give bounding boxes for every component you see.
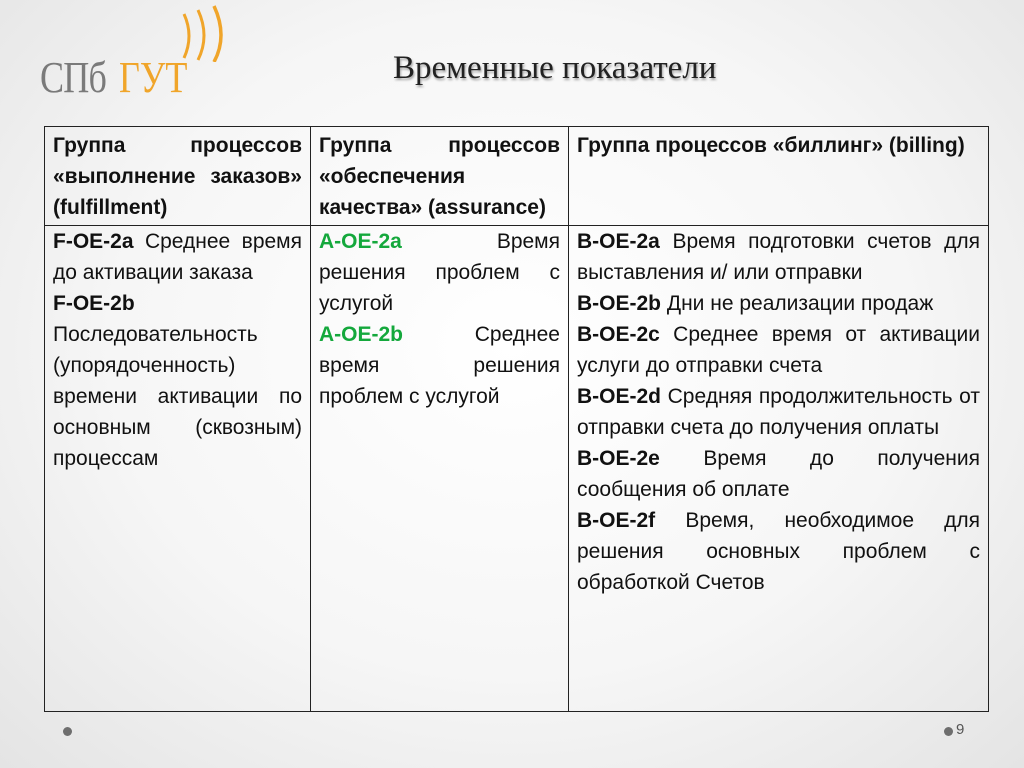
metric-text: Время подготовки счетов для выставления и/ или отправки xyxy=(577,230,980,284)
metric-entry xyxy=(577,381,980,443)
logo-gut-text: ГУТ xyxy=(118,53,187,102)
metric-entry xyxy=(577,443,980,505)
metric-code: B-OE-2d xyxy=(577,385,661,408)
left-dot-ornament xyxy=(63,727,72,736)
billing-cell xyxy=(569,226,989,712)
metric-entry xyxy=(319,226,560,319)
metric-entry xyxy=(319,319,560,412)
metric-code: B-OE-2c xyxy=(577,323,660,346)
metric-text: Последовательность (упорядоченность) времени активации по основным (сквозным) процессам xyxy=(53,323,302,470)
metric-text: Дни не реализации продаж xyxy=(666,292,934,315)
right-dot-ornament xyxy=(944,727,953,736)
metric-code: F-OE-2b xyxy=(53,292,135,315)
page-number: 9 xyxy=(956,721,965,738)
table-row xyxy=(45,226,989,712)
metric-code: F-OE-2a xyxy=(53,230,134,253)
metric-text: Среднее время до активации заказа xyxy=(53,230,302,284)
logo-spb-text: СПб xyxy=(40,53,107,102)
fulfillment-cell xyxy=(45,226,311,712)
header-billing: Группа процессов «биллинг» (billing) xyxy=(569,127,989,226)
metric-text: Время, необходимое для решения основных проблем с обработкой Счетов xyxy=(577,509,980,594)
metric-text: Среднее время от активации услуги до отправки счета xyxy=(577,323,980,377)
metric-text: Время решения проблем с услугой xyxy=(319,230,560,315)
metric-code: A-OE-2b xyxy=(319,323,403,346)
metric-entry xyxy=(577,288,980,319)
metric-text: Средняя продолжительность от отправки счета до получения оплаты xyxy=(577,385,981,439)
metric-entry xyxy=(53,226,302,288)
metric-entry xyxy=(577,226,980,288)
metric-code: B-OE-2b xyxy=(577,292,661,315)
metric-code: A-OE-2a xyxy=(319,230,402,253)
metric-entry xyxy=(577,505,980,598)
header-fulfillment: Группа процессов «выполнение заказов» (fulfillment) xyxy=(45,127,311,226)
metric-entry xyxy=(53,288,302,474)
metric-entry xyxy=(577,319,980,381)
table-header-row xyxy=(45,127,989,226)
header-assurance: Группа процессов «обеспечения качества» (assurance) xyxy=(311,127,569,226)
metrics-table xyxy=(44,126,989,712)
metric-code: B-OE-2e xyxy=(577,447,660,470)
metric-code: B-OE-2f xyxy=(577,509,656,532)
metric-text: Среднее время решения проблем с услугой xyxy=(319,323,560,408)
metric-text: Время до получения сообщения об оплате xyxy=(577,447,980,501)
assurance-cell xyxy=(311,226,569,712)
metric-code: B-OE-2a xyxy=(577,230,660,253)
logo-waves-icon xyxy=(178,2,238,62)
page-title: Временные показатели xyxy=(393,50,717,86)
